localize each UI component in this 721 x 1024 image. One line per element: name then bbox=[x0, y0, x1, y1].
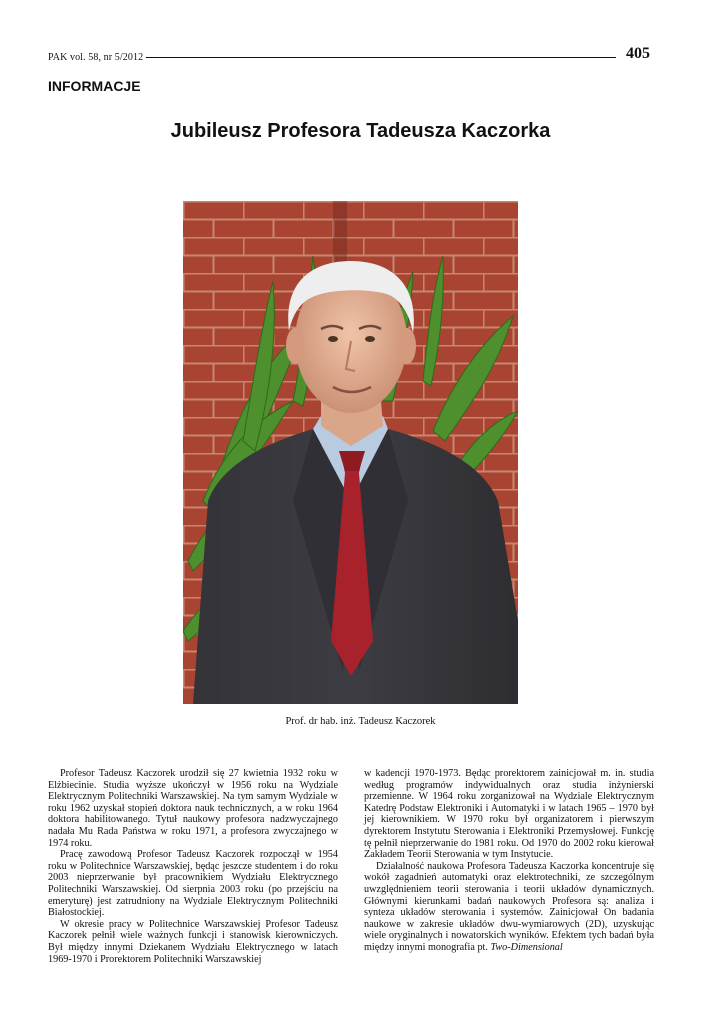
portrait-photo bbox=[183, 201, 518, 704]
paragraph bbox=[364, 861, 654, 954]
photo-caption: Prof. dr hab. inż. Tadeusz Kaczorek bbox=[285, 716, 436, 727]
section-label: INFORMACJE bbox=[48, 78, 141, 94]
paragraph-text: Działalność naukowa Profesora Tadeusza Kaczorka koncentruje się wokół zagadnień automatyki oraz elektrotechniki, ze szczególnym uwzględnieniem teorii sterowania i teorii układów dynamicznych. Głównymi kierunkami badań naukowych Profesora są: analiza i synteza układów sterowania i systemów. Zainicjował On badania naukowe w zakresie układów dwu-wymiarowych (2D), uzyskując wiele oryginalnych i nowatorskich wyników. Efektem tych badań była między innymi monografia pt. bbox=[364, 860, 654, 953]
book-title: Two-Dimensional bbox=[490, 941, 563, 953]
article-title: Jubileusz Profesora Tadeusza Kaczorka bbox=[170, 120, 551, 142]
body-column-right bbox=[364, 768, 654, 954]
paragraph: Pracę zawodową Profesor Tadeusz Kaczorek rozpoczął w 1954 roku w Politechnice Warszawskiej, będąc jeszcze studentem i do roku 2003 nieprzerwanie był pracownikiem Wydziału Elektrycznego Politechniki Warszawskiej. Od sierpnia 2003 roku (po przejściu na emeryturę) jest zatrudniony na Wydziale Elektrycznym Politechniki Białostockiej. bbox=[48, 849, 338, 919]
journal-header: PAK vol. 58, nr 5/2012 bbox=[48, 52, 144, 63]
body-column-left bbox=[48, 768, 338, 965]
paragraph: W okresie pracy w Politechnice Warszawskiej Profesor Tadeusz Kaczorek pełnił wiele ważnych funkcji i stanowisk kierowniczych. Był między innymi Dziekanem Wydziału Elektrycznego w latach 1969-1970 i Prorektorem Politechniki Warszawskiej bbox=[48, 918, 338, 965]
header-rule bbox=[146, 57, 616, 58]
paragraph: w kadencji 1970-1973. Będąc prorektorem zainicjował m. in. studia według programów indywidualnych oraz studia inżynierski przemienne. W 1964 roku zorganizował na Wydziale Elektrycznym Katedrę Podstaw Elektroniki i Automatyki i w latach 1965 – 1970 był jej kierownikiem. W 1970 roku był organizatorem i pierwszym dyrektorem Instytutu Sterowania i Elektroniki Przemysłowej. Funkcję tę pełnił nieprzerwanie do 1981 roku. Od 1970 do 2002 roku kierował Zakładem Teorii Sterowania w tym Instytucie. bbox=[364, 768, 654, 861]
page-number: 405 bbox=[626, 45, 650, 62]
paragraph: Profesor Tadeusz Kaczorek urodził się 27 kwietnia 1932 roku w Elżbiecinie. Studia wyższe ukończył w 1956 roku na Wydziale Elektrycznym Politechniki Warszawskiej. Na tym samym Wydziale w roku 1962 uzyskał stopień doktora nauk technicznych, a w roku 1964 doktora habilitowanego. Tytuł naukowy profesora nadzwyczajnego nadała Mu Rada Państwa w roku 1971, a profesora zwyczajnego w 1974 roku. bbox=[48, 768, 338, 849]
